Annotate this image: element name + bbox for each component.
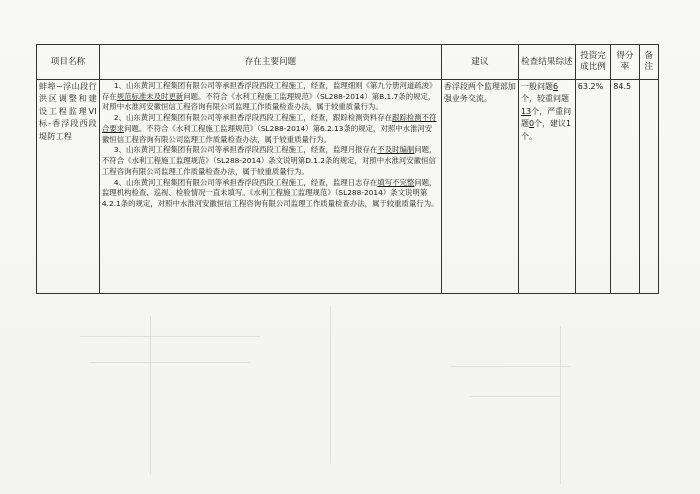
issue-text: 3、山东黄河工程集团有限公司等承担香浮段西段工程施工，经查，监理月报存在 — [113, 145, 378, 155]
issue-text: 问题。不符合《水利工程施工监理规范》（SL288-2014）第6.2.13条的规定，对照中水淮河安徽恒信工程咨询有限公司监理工作质量检查办法，属于较重质量行为。 — [101, 123, 433, 144]
header-project: 项目名称 — [37, 45, 100, 80]
issues-cell — [99, 80, 441, 294]
inspection-table — [36, 44, 659, 294]
issue-item — [102, 178, 439, 210]
header-suggestion: 建议 — [441, 45, 518, 80]
issue-highlight: 不及时编制 — [377, 145, 415, 155]
severe-count: 0 — [528, 119, 535, 129]
issue-item — [102, 113, 439, 145]
note-cell — [639, 80, 658, 294]
issue-highlight: 填写不完整 — [377, 177, 415, 187]
issue-item — [102, 145, 439, 177]
result-text: 一般问题 — [520, 82, 553, 91]
header-issues: 存在主要问题 — [99, 45, 441, 80]
header-result: 检查结果综述 — [518, 45, 575, 80]
table-row — [37, 80, 659, 294]
issue-text: 问题，不符合《水利工程施工监理规范》（SL288-2014）条文说明第D.1.2条的规定，对照中水淮河安徽恒信工程咨询有限公司监理工作质量检查办法，属于较重质量行为。 — [101, 145, 437, 176]
issue-text: 4、山东黄河工程集团有限公司等承担香浮段西段工程施工，经查，监理日志存在 — [113, 177, 378, 187]
project-name-cell: 蚌埠~浮山段行洪区调整和建设工程监理VI标-香浮段西段堤防工程 — [37, 80, 100, 294]
issue-text: 问题。不符合《水利工程施工监理规范》（SL288-2014）第B.1.7条的规定，对照中水淮河安徽恒信工程咨询有限公司监理工作质量检查办法，属于较重质量行为。 — [101, 91, 436, 112]
suggestion-cell: 香浮段两个监理部加强业务交流。 — [441, 80, 518, 294]
result-summary-cell — [518, 80, 575, 294]
general-count: 6 — [552, 82, 559, 91]
serious-count: 13 — [520, 106, 532, 116]
result-text: 个，较重问题 — [520, 94, 569, 104]
investment-ratio-cell: 63.2% — [575, 80, 611, 294]
issue-text: 1、山东黄河工程集团有限公司等承担香浮段西段工程施工，经查，监理细则《第九分册河道疏浚》存在 — [101, 81, 437, 101]
header-rate: 得分率 — [611, 45, 639, 80]
issue-text: 2、山东黄河工程集团有限公司等承担香浮段西段工程施工，经查，跟踪检测资料存在 — [113, 113, 393, 123]
issue-highlight: 跟踪检测不符合要求 — [101, 113, 437, 133]
header-note: 备注 — [639, 45, 658, 80]
result-text: 个，建议1个。 — [520, 119, 572, 141]
header-ratio: 投资完成比例 — [575, 45, 611, 80]
result-text: 个，严重问题 — [520, 106, 572, 129]
issue-highlight: 规范标准未及时更新 — [116, 91, 184, 101]
page-bleed-through — [0, 296, 700, 494]
issue-text: 问题，监理机构检查、巡视、检验情况一直未填写。《水利工程施工监理规范》（SL288-2014）条文说明第4.2.1条的规定，对照中水淮河安徽恒信工程咨询有限公司监理工作质量检查办法，属于较重质量行为。 — [101, 177, 439, 209]
score-rate-cell: 84.5 — [611, 80, 639, 294]
issue-item — [102, 81, 439, 113]
header-row — [37, 45, 659, 80]
